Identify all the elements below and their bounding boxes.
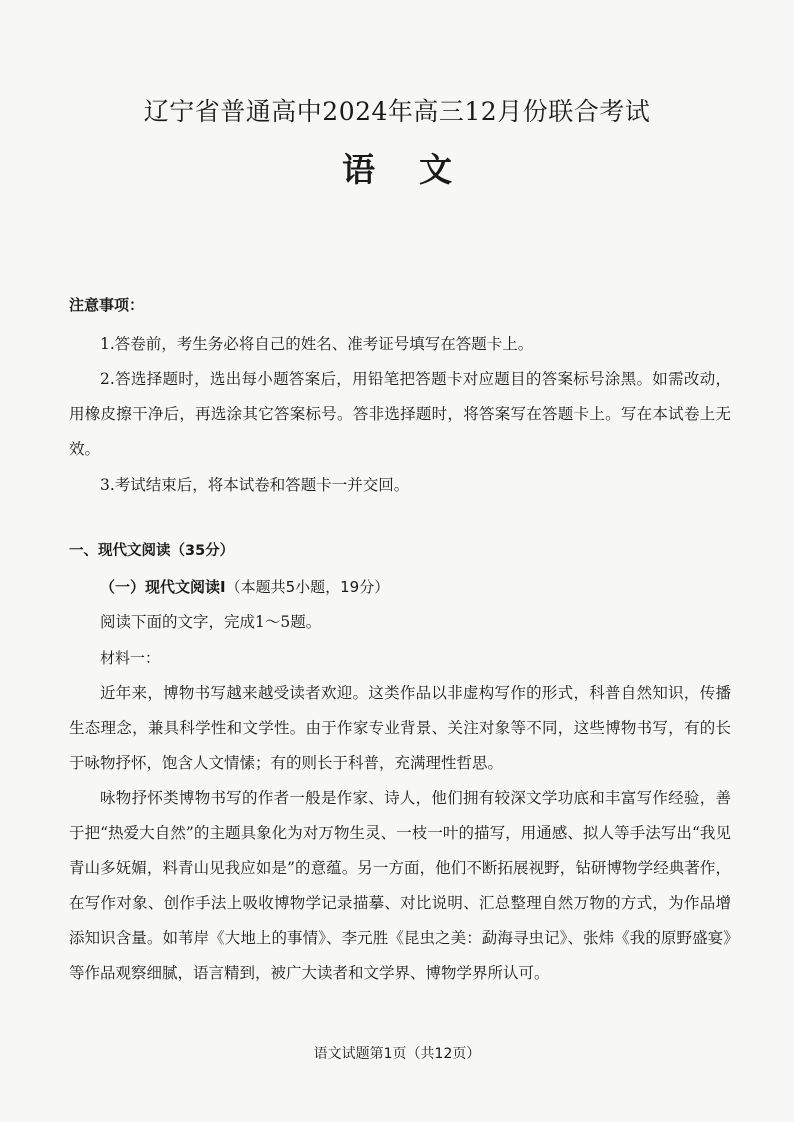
- reading-instruction: 阅读下面的文字，完成1～5题。: [100, 613, 322, 631]
- material-label: 材料一：: [100, 649, 161, 667]
- material-paragraph: 近年来，博物书写越来越受读者欢迎。这类作品以非虚构写作的形式，科普自然知识，传播生态理念，兼具科学性和文学性。由于作家专业背景、关注对象等不同，这些博物书写，有的长于咏物抒怀，饱含人文情愫；有的则长于科普，充满理性哲思。: [69, 684, 731, 772]
- subject-title: 语文: [342, 150, 496, 189]
- section-heading: 一、现代文阅读（35分）: [69, 543, 235, 559]
- material-paragraph: 咏物抒怀类博物书写的作者一般是作家、诗人，他们拥有较深文学功底和丰富写作经验，善于把“热爱大自然”的主题具象化为对万物生灵、一枝一叶的描写，用通感、拟人等手法写出“我见青山多妩媚，料青山见我应如是”的意蕴。另一方面，他们不断拓展视野，钻研博物学经典著作，在写作对象、创作手法上吸收博物学记录描摹、对比说明、汇总整理自然万物的方式，为作品增添知识含量。如苇岸《大地上的事情》、李元胜《昆虫之美：勐海寻虫记》、张炜《我的原野盛宴》等作品观察细腻，语言精到，被广大读者和文学界、博物学界所认可。: [69, 789, 731, 982]
- notice-heading: 注意事项：: [69, 296, 145, 314]
- exam-title: 辽宁省普通高中2024年高三12月份联合考试: [143, 97, 651, 126]
- subsection-title: （一）现代文阅读Ⅰ: [100, 578, 226, 596]
- page-footer: 语文试题第1页（共12页）: [313, 1046, 481, 1062]
- subsection-heading: [100, 576, 762, 598]
- notice-item-1: 1.答卷前，考生务必将自己的姓名、准考证号填写在答题卡上。: [100, 335, 534, 353]
- subsection-note: （本题共5小题，19分）: [225, 578, 390, 596]
- notice-item-3: 3.考试结束后，将本试卷和答题卡一并交回。: [100, 476, 410, 494]
- notice-item-2: 2.答选择题时，选出每小题答案后，用铅笔把答题卡对应题目的答案标号涂黑。如需改动，用橡皮擦干净后，再选涂其它答案标号。答非选择题时，将答案写在答题卡上。写在本试卷上无效。: [69, 370, 731, 458]
